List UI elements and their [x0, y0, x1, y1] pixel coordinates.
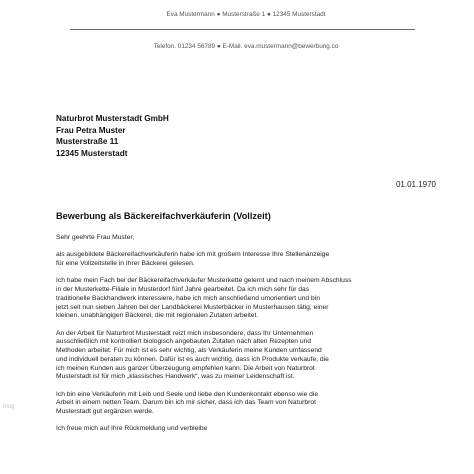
body-line: ich meinen Kunden aus ganzer Überzeugung empfehlen kann. Die Arbeit von Naturbrot	[56, 364, 315, 372]
letter-date: 01.01.1970	[395, 180, 436, 189]
body-line: als ausgebildete Bäckereifachverkäuferin habe ich mit großem Interesse Ihre Stellenanzeige	[56, 251, 330, 259]
recipient-street: Musterstraße 11	[56, 137, 119, 147]
sender-contact-line: Telefon. 01234 56789 ● E-Mail. eva.mustermann@bewerbung.co	[153, 43, 339, 50]
recipient-contact: Frau Petra Muster	[56, 125, 126, 135]
body-line: in der Musterkette-Filiale in Musterdorf fünf Jahre gearbeitet. Da ich mich sehr für das	[56, 286, 310, 294]
body-line: An der Arbeit für Naturbrot Musterstadt reizt mich insbesondere, dass Ihr Unternehmen	[56, 329, 314, 337]
body-line: jetzt seit nun sieben Jahren bei der Landbäckerei Musterbäcker in Musterhausen tätig, einer	[56, 303, 329, 311]
body-line: ausschließlich mit kontrolliert biologisch angebauten Zutaten nach alten Rezepten und	[56, 338, 312, 346]
salutation: Sehr geehrte Frau Muster,	[56, 234, 135, 241]
body-line: Ich habe mein Fach bei der Bäckereifachverkäufer Musterkette gelernt und nach meinem Abschluss	[56, 277, 352, 285]
watermark: blog	[3, 404, 15, 410]
body-line: Musterstadt ist für mich „klassisches Handwerk“, was zu meiner Leidenschaft ist.	[56, 373, 295, 381]
body-line: Ich bin eine Verkäuferin mit Leib und Seele und liebe den Kundenkontakt ebenso wie die	[56, 390, 319, 398]
recipient-address	[56, 113, 169, 159]
body-line: traditionelle Backhandwerk interessiere, habe ich mich anschließend umorientiert und bin	[56, 294, 320, 302]
body-line: und individuell beraten zu können. Dafür ist es auch wichtig, dass ich Produkte verkaufe, die	[56, 355, 329, 363]
closing-line: Ich freue mich auf Ihre Rückmeldung und verbleibe	[56, 425, 208, 433]
header-divider	[70, 29, 415, 30]
body-line: Arbeit in einem netten Team. Darum bin ich mir sicher, dass ich das Team von Naturbrot	[56, 399, 316, 407]
body-line: für eine Vollzeitstelle in Ihrer Bäckerei gelesen.	[56, 260, 195, 268]
body-line: Musterstadt gut ergänzen werde.	[56, 408, 154, 415]
letter-body	[56, 234, 436, 434]
recipient-company: Naturbrot Musterstadt GmbH	[56, 114, 169, 123]
body-line: Methoden arbeitet. Für mich ist es sehr wichtig, als Verkäuferin meine Kunden umfassend	[56, 347, 322, 355]
body-line: kleinen, unabhängigen Bäckerei, die mit regionalen Zutaten arbeitet.	[56, 312, 259, 320]
subject-line: Bewerbung als Bäckereifachverkäuferin (Vollzeit)	[56, 211, 271, 221]
letter	[56, 0, 436, 474]
recipient-city: 12345 Musterstadt	[56, 148, 128, 158]
sender-address-line: Eva Mustermann ● Musterstraße 1 ● 12345 Musterstadt	[166, 11, 326, 18]
